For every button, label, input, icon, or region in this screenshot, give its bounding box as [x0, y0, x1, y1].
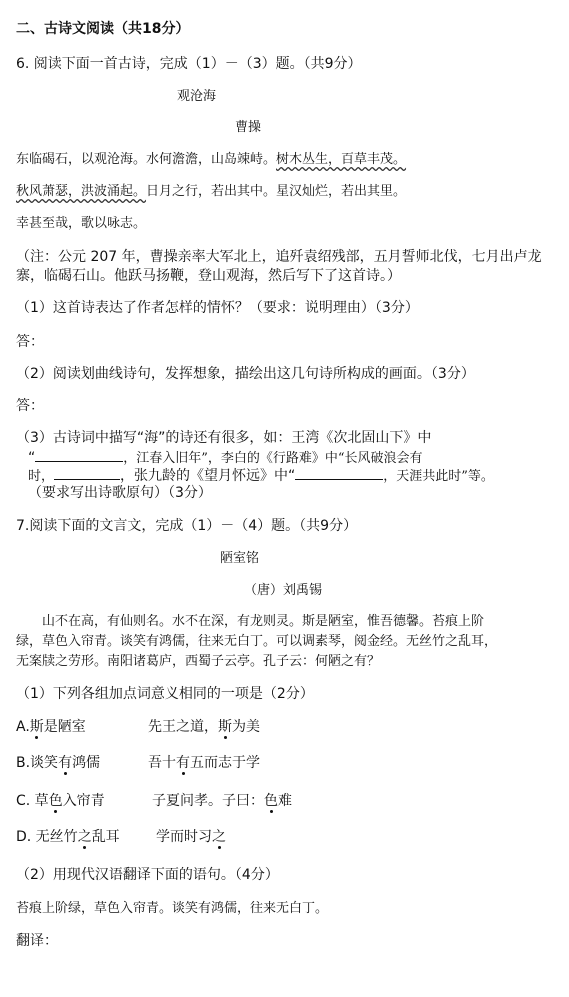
translate-sentence: 苔痕上阶绿，草色入帘青。谈笑有鸿儒，往来无白丁。: [16, 901, 329, 916]
q6-sub3-line-3-post: ，天涯共此时”等。: [383, 469, 494, 484]
q7-prompt: 7.阅读下面的文言文，完成（1）－（4）题。（共9分）: [16, 518, 358, 534]
option-d: [16, 828, 226, 846]
option-b: [16, 754, 260, 772]
q6-prompt: 6. 阅读下面一首古诗，完成（1）－（3）题。（共9分）: [16, 56, 362, 72]
q6-sub3-line-3-mid: ，张九龄的《望月怀远》中“: [120, 468, 296, 484]
option-c: [16, 792, 292, 810]
option-b-term-2: 吾十有五而志于学: [148, 755, 260, 771]
answer-blank-1[interactable]: [35, 447, 123, 462]
poem-line-2-wavy: 秋风萧瑟，洪波涌起。: [16, 184, 147, 199]
answer-blank-3[interactable]: [295, 465, 383, 480]
poem-line-2: [16, 183, 406, 201]
option-c-term-1: C. 草色入帘青: [16, 793, 105, 809]
q6-sub3-line-3: [28, 465, 494, 486]
option-c-term-2: 子夏问孝。子曰：色难: [152, 793, 292, 809]
q6-sub3-line-1: （3）古诗词中描写“海”的诗还有很多，如：王湾《次北固山下》中: [16, 430, 432, 446]
answer-label-2: 答：: [16, 398, 44, 414]
option-b-term-1: B.谈笑有鸿儒: [16, 755, 101, 771]
essay-author: （唐）刘禹锡: [244, 583, 323, 598]
essay-text-line-3: 无案牍之劳形。南阳诸葛庐，西蜀子云亭。孔子云：何陋之有？: [16, 654, 381, 669]
poem-author: 曹操: [235, 120, 262, 135]
poem-line-2-plain: 日月之行，若出其中。星汉灿烂，若出其里。: [146, 184, 407, 199]
option-d-term-1: D. 无丝竹之乱耳: [16, 829, 120, 845]
option-d-term-2: 学而时习之: [156, 829, 226, 845]
q7-sub2: （2）用现代汉语翻译下面的语句。（4分）: [16, 867, 279, 883]
poem-line-1-plain: 东临碣石，以观沧海。水何澹澹，山岛竦峙。: [16, 152, 277, 167]
answer-label-1: 答：: [16, 334, 44, 350]
poem-note-line-1: （注：公元 207 年，曹操亲率大军北上，追歼袁绍残部，五月誓师北伐，七月出卢龙: [16, 249, 542, 265]
section-title: 二、古诗文阅读（共18分）: [16, 21, 190, 37]
q7-sub1: （1）下列各组加点词意义相同的一项是（2分）: [16, 686, 314, 702]
poem-title: 观沧海: [177, 89, 217, 104]
option-a-term-2: 先王之道，斯为美: [148, 719, 260, 735]
option-a: [16, 718, 260, 736]
essay-text-line-2: 绿，草色入帘青。谈笑有鸿儒，往来无白丁。可以调素琴，阅金经。无丝竹之乱耳，: [16, 634, 498, 649]
poem-line-1-wavy: 树木丛生，百草丰茂。: [276, 152, 407, 167]
poem-line-1: [16, 151, 406, 169]
answer-blank-2[interactable]: [54, 465, 120, 480]
translate-label: 翻译：: [16, 933, 58, 949]
essay-text-line-1: 山不在高，有仙则名。水不在深，有龙则灵。斯是陋室，惟吾德馨。苔痕上阶: [42, 614, 485, 629]
q6-sub3-line-3-pre: 时，: [28, 469, 55, 484]
poem-note-line-2: 寨，临碣石山。他跃马扬鞭，登山观海，然后写下了这首诗。）: [16, 268, 401, 284]
poem-line-3: 幸甚至哉，歌以咏志。: [16, 216, 147, 231]
q6-sub1: （1）这首诗表达了作者怎样的情怀？（要求：说明理由）（3分）: [16, 300, 419, 316]
q6-sub3-line-4: （要求写出诗歌原句）（3分）: [28, 485, 212, 501]
q6-sub3-line-2-text: ，江春入旧年”，李白的《行路难》中“长风破浪会有: [123, 451, 423, 466]
q6-sub2: （2）阅读划曲线诗句，发挥想象，描绘出这几句诗所构成的画面。（3分）: [16, 366, 475, 382]
option-a-term-1: A.斯是陋室: [16, 719, 86, 735]
quote-open: “: [28, 450, 36, 466]
essay-title: 陋室铭: [220, 551, 260, 566]
